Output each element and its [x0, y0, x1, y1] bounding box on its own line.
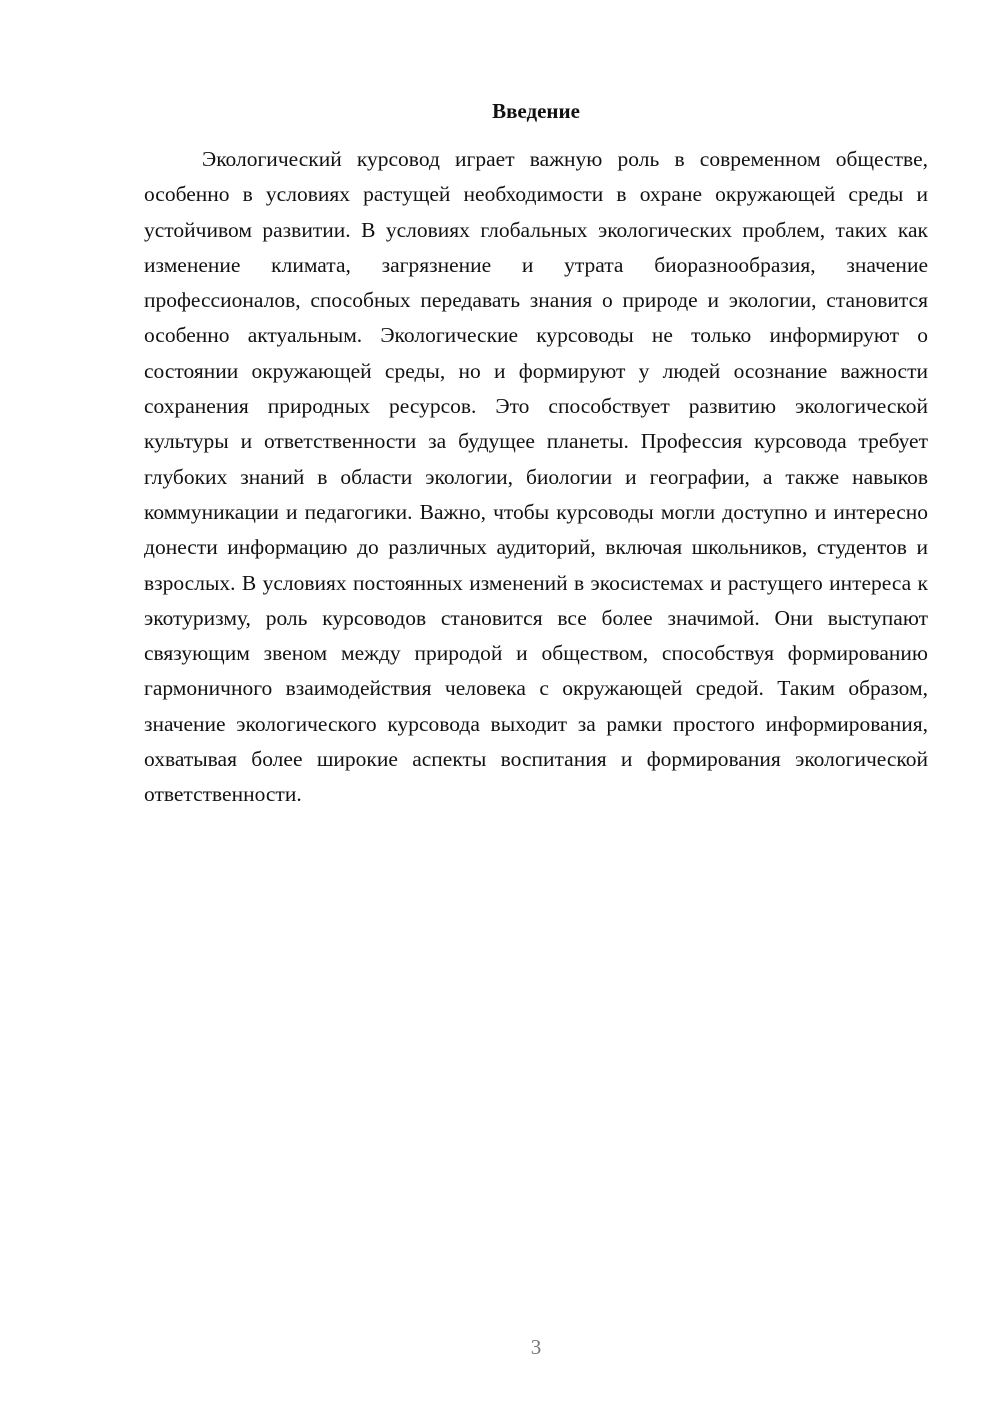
body-paragraph: Экологический курсовод играет важную роль в современном обществе, особенно в условиях растущей необходимости в охране окружающей среды и устойчивом развитии. В условиях глобальных экологических проблем, таких как изменение климата, загрязнение и утрата биоразнообразия, значение профессионалов, способных передавать знания о природе и экологии, становится особенно актуальным. Экологические курсоводы не только информируют о состоянии окружающей среды, но и формируют у людей осознание важности сохранения природных ресурсов. Это способствует развитию экологической культуры и ответственности за будущее планеты. Профессия курсовода требует глубоких знаний в области экологии, биологии и географии, а также навыков коммуникации и педагогики. Важно, чтобы курсоводы могли доступно и интересно донести информацию до различных аудиторий, включая школьников, студентов и взрослых. В условиях постоянных изменений в экосистемах и растущего интереса к экотуризму, роль курсоводов становится все более значимой. Они выступают связующим звеном между природой и обществом, способствуя формированию гармоничного взаимодействия человека с окружающей средой. Таким образом, значение экологического курсовода выходит за рамки простого информирования, охватывая более широкие аспекты воспитания и формирования экологической ответственности. [144, 147, 928, 807]
page-number: 3 [530, 1335, 542, 1359]
section-title: Введение [492, 99, 580, 123]
